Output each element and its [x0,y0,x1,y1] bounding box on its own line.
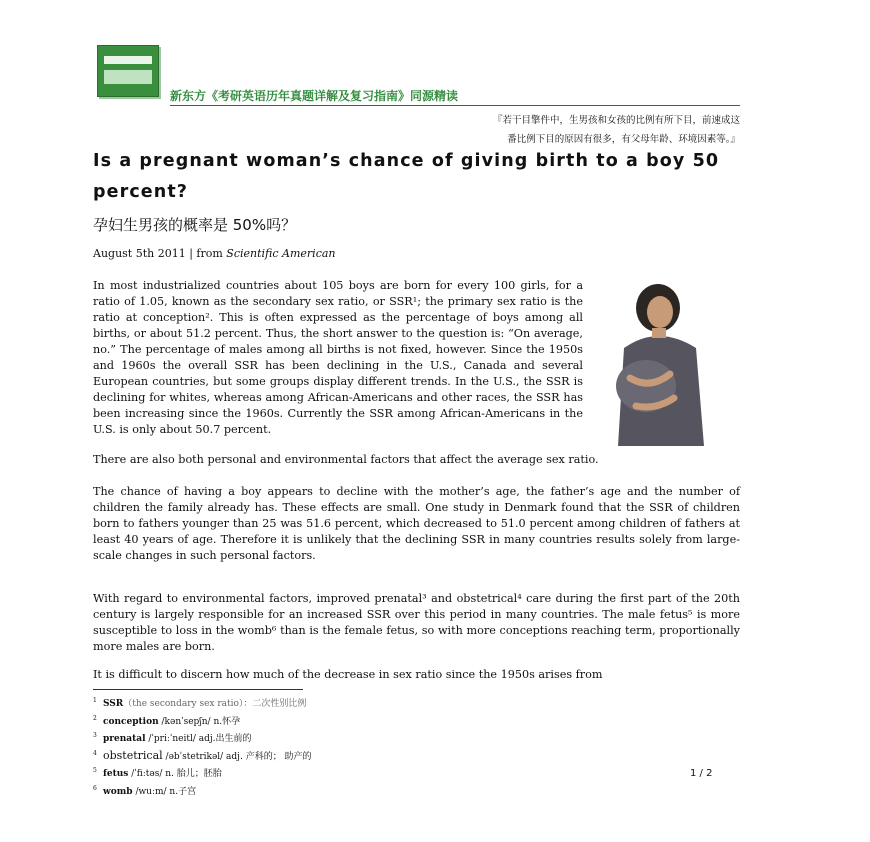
article-subtitle: 孕妇生男孩的概率是 50%吗？ [93,216,297,234]
footnote-item: $^2$ conception /kənˈsepʃn/ n.怀孕 [93,714,241,727]
article-source: Scientific American [226,247,336,260]
dateline [93,247,336,260]
footnote-divider [93,689,303,690]
header-quote-line-2: 番比例下目的原因有很多，有父母年龄、环境因素等。』 [507,134,740,145]
header-quote [395,111,740,149]
paragraph-2: The chance of having a boy appears to decline with the mother’s age, the father’s age and the number of children the family already has. These effects are small. One study in Denmark found that the SSR of children born to fathers younger than 25 was 51.6 percent, which decreased to 51.0 percent among children of fathers at least 40 years of age. Therefore it is unlikely that the declining SSR in many countries results solely from large-scale changes in such personal factors. [93,485,740,562]
brand-header: 新东方《考研英语历年真题详解及复习指南》同源精读 [170,89,459,103]
pregnant-woman-photo [600,278,720,446]
paragraph-1-end: There are also both personal and environmental factors that affect the average sex ratio. [93,453,599,466]
header-quote-line-1: 『若干目擎件中，生男孩和女孩的比例有所下目，前速成这 [492,115,740,126]
footnote-item: $^5$ fetus /ˈfiːtəs/ n. 胎儿；胚胎 [93,767,222,779]
footnotes [93,694,312,799]
footnote-item: $^6$ womb /wuːm/ n.子宫 [93,784,197,797]
paragraph-1: In most industrialized countries about 105 boys are born for every 100 girls, for a ratio of 1.05, known as the secondary sex ratio, or SSR¹; the primary sex ratio is the ratio at conception². This is often expressed as the percentage of boys among all births, or about 51.2 percent. Thus, the short answer to the question is: “On average, no.” The percentage of males among all births is not fixed, however. Since the 1950s and 1960s the overall SSR has been declining in the U.S., Canada and several European countries, but some groups display different trends. In the U.S., the SSR is declining for whites, whereas among African-Americans and other races, the SSR has been increasing since the 1960s. Currently the SSR among African-Americans in the U.S. is only about 50.7 percent. [93,279,583,436]
book-cover-logo [97,45,159,97]
paragraph-3: With regard to environmental factors, improved prenatal³ and obstetrical⁴ care during the first part of the 20th century is largely responsible for an increased SSR over this period in many countries. The male fetus⁵ is more susceptible to loss in the womb⁶ than is the female fetus, so with more conceptions reaching term, proportionally more males are born. [93,592,740,653]
footnote-item: $^3$ prenatal /ˈpriːˈneitl/ adj.出生前的 [93,732,252,744]
paragraph-4: It is difficult to discern how much of the decrease in sex ratio since the 1950s arises from [93,668,603,681]
article-date: August 5th 2011 | from [93,247,227,260]
header-divider [170,105,740,106]
footnote-item: $^4$ obstetrical /əbˈstetrikəl/ adj. 产科的； 助产的 [93,748,312,762]
article-title: Is a pregnant woman’s chance of giving birth to a boy 50 percent? [93,151,720,202]
page-number: 1 / 2 [690,768,713,779]
footnote-item: $^1$ SSR（the secondary sex ratio）：二次性别比例 [93,697,307,709]
